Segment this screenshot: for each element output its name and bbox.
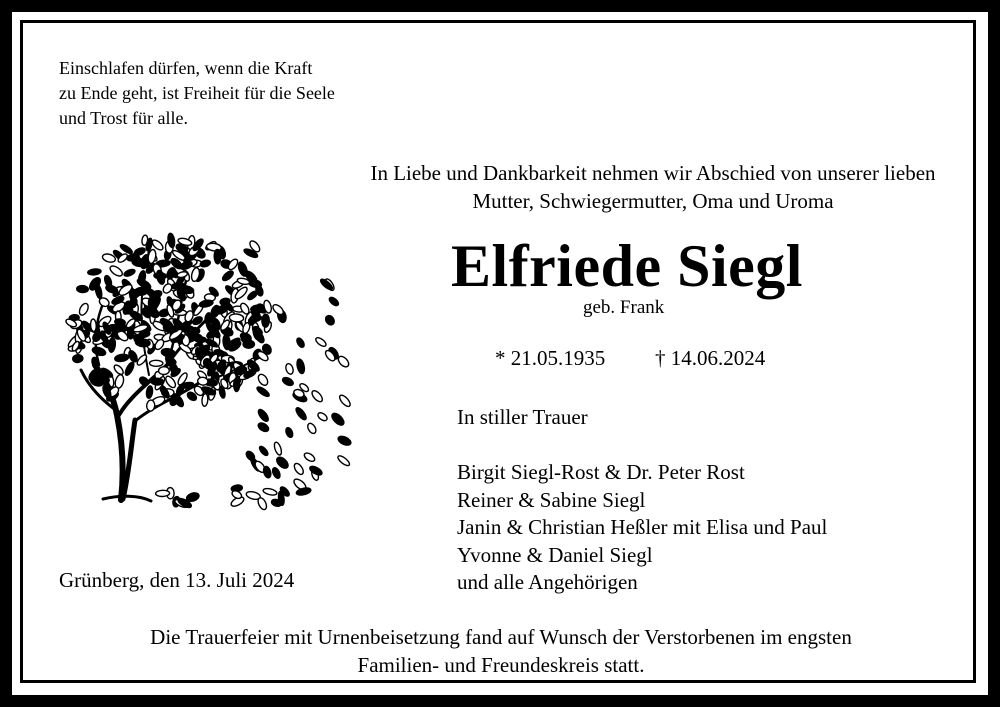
- death-date: † 14.06.2024: [655, 346, 766, 370]
- poem-line: Einschlafen dürfen, wenn die Kraft: [59, 58, 313, 78]
- footer-text: [23, 623, 979, 679]
- maiden-name: geb. Frank: [583, 297, 665, 318]
- family-member: Birgit Siegl-Rost & Dr. Peter Rost: [457, 460, 745, 484]
- intro-line-1: In Liebe und Dankbarkeit nehmen wir Abschied von unserer lieben: [370, 161, 936, 185]
- footer-line-2: Familien- und Freundeskreis statt.: [357, 653, 645, 677]
- poem-line: zu Ende geht, ist Freiheit für die Seele: [59, 83, 335, 103]
- deceased-name: Elfriede Siegl: [451, 233, 803, 299]
- inner-border: [20, 20, 976, 683]
- intro-text: [323, 159, 983, 215]
- family-member: Reiner & Sabine Siegl: [457, 487, 646, 512]
- obituary-notice: [12, 12, 988, 695]
- birth-date: * 21.05.1935: [495, 346, 606, 370]
- family-member: Yvonne & Daniel Siegl: [457, 542, 653, 567]
- intro-line-2: Mutter, Schwiegermutter, Oma und Uroma: [472, 189, 834, 213]
- mourning-label: In stiller Trauer: [457, 405, 588, 429]
- poem: [59, 56, 335, 131]
- family-member: und alle Angehörigen: [457, 570, 638, 594]
- place-date: Grünberg, den 13. Juli 2024: [59, 568, 295, 592]
- footer-line-1: Die Trauerfeier mit Urnenbeisetzung fand auf Wunsch der Verstorbenen im engsten: [150, 625, 852, 649]
- poem-line: und Trost für alle.: [59, 108, 189, 128]
- family-list: [457, 459, 827, 597]
- family-member: Janin & Christian Heßler mit Elisa und Paul: [457, 515, 828, 539]
- windblown-tree-icon: [59, 215, 359, 515]
- tree-leaves-icon: [65, 233, 352, 511]
